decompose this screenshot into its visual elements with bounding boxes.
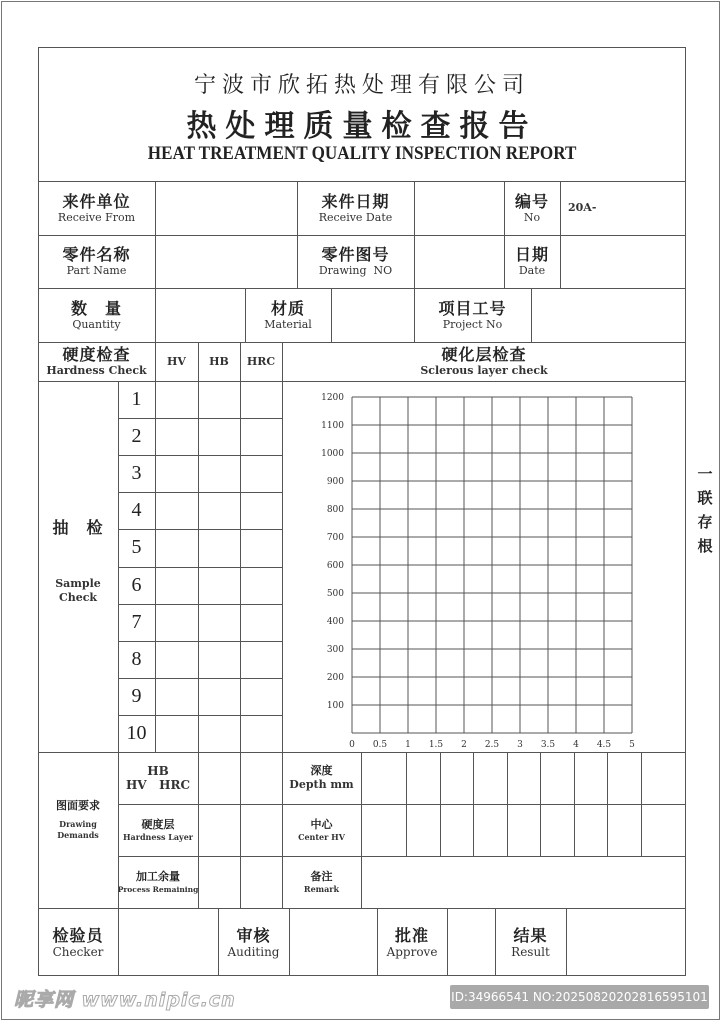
sample-number: 9 [131, 685, 142, 707]
sample-hrc-field[interactable] [240, 418, 282, 455]
date-label: 日期 Date [514, 245, 549, 277]
result-field[interactable] [566, 908, 686, 976]
hardness-units-hv-field[interactable] [198, 752, 240, 804]
x-tick-label: 2.5 [484, 740, 500, 750]
sample-number: 10 [126, 722, 147, 744]
receive-from-label: 来件单位 Receive From [57, 191, 136, 224]
depth-field[interactable] [540, 752, 574, 804]
sample-hv-field[interactable] [155, 567, 198, 604]
hardness-units-label: HB HV HRC [125, 764, 191, 792]
sample-number: 1 [131, 388, 142, 410]
auditing-field[interactable] [289, 908, 377, 976]
sclerous-layer-chart [282, 382, 686, 752]
x-tick-label: 1 [405, 740, 411, 750]
number-label: 编号 No [514, 191, 549, 224]
material-label: 材质 Material [264, 298, 312, 331]
center-hv-field[interactable] [361, 804, 406, 856]
sample-hb-field[interactable] [198, 567, 240, 604]
sample-hrc-field[interactable] [240, 567, 282, 604]
checker-label: 检验员 Checker [52, 925, 104, 959]
part-name-field[interactable] [155, 235, 297, 288]
material-field[interactable] [331, 288, 414, 342]
watermark-logo: 昵享网 www.nipic.cn [14, 989, 236, 1011]
sclerous-layer-label: 硬化层检查 Sclerous layer check [420, 345, 548, 377]
y-tick-label: 900 [326, 477, 344, 487]
sample-number: 7 [131, 611, 142, 633]
quantity-field[interactable] [155, 288, 245, 342]
y-tick-label: 700 [326, 533, 344, 543]
report-title-english: HEAT TREATMENT QUALITY INSPECTION REPORT [147, 143, 577, 164]
sample-hrc-field[interactable] [240, 529, 282, 566]
number-value: 20A- [568, 201, 597, 214]
process-remaining-field-2[interactable] [240, 856, 282, 908]
receive-from-field[interactable] [155, 181, 297, 235]
depth-field[interactable] [641, 752, 686, 804]
sample-hv-field[interactable] [155, 715, 198, 752]
report-header [38, 60, 686, 178]
stub-copy-note: 一 联 存 根 [697, 465, 713, 555]
center-hv-field[interactable] [406, 804, 440, 856]
depth-field[interactable] [440, 752, 473, 804]
y-tick-label: 1000 [321, 449, 344, 459]
watermark-id: ID:34966541 NO:20250820202816595101 [450, 985, 709, 1009]
process-remaining-field-1[interactable] [198, 856, 240, 908]
sample-hv-field[interactable] [155, 418, 198, 455]
hb-column-header: HB [209, 354, 229, 368]
sample-hrc-field[interactable] [240, 381, 282, 418]
sample-hb-field[interactable] [198, 455, 240, 492]
center-hv-field[interactable] [440, 804, 473, 856]
date-field[interactable] [560, 235, 686, 288]
sample-hrc-field[interactable] [240, 678, 282, 715]
hrc-column-header: HRC [246, 354, 276, 368]
depth-field[interactable] [473, 752, 507, 804]
y-tick-label: 200 [326, 673, 344, 683]
center-hv-field[interactable] [574, 804, 607, 856]
x-tick-label: 3.5 [540, 740, 556, 750]
project-no-field[interactable] [531, 288, 686, 342]
sample-hrc-field[interactable] [240, 492, 282, 529]
sample-hb-field[interactable] [198, 604, 240, 641]
sample-hb-field[interactable] [198, 418, 240, 455]
y-tick-label: 1100 [321, 421, 344, 431]
drawing-no-field[interactable] [414, 235, 504, 288]
approve-label: 批准 Approve [386, 925, 438, 959]
receive-date-label: 来件日期 Receive Date [318, 191, 393, 224]
center-hv-field[interactable] [641, 804, 686, 856]
sample-hv-field[interactable] [155, 678, 198, 715]
approve-field[interactable] [447, 908, 495, 976]
auditing-label: 审核 Auditing [227, 925, 280, 959]
sample-hb-field[interactable] [198, 529, 240, 566]
project-no-label: 项目工号 Project No [438, 298, 507, 331]
sample-number: 3 [131, 462, 142, 484]
y-tick-label: 100 [326, 701, 344, 711]
y-tick-label: 300 [326, 645, 344, 655]
x-tick-label: 3 [517, 740, 523, 750]
y-tick-label: 800 [326, 505, 344, 515]
quantity-label: 数 量 Quantity [70, 298, 122, 331]
x-tick-label: 4 [573, 740, 579, 750]
sample-number: 2 [131, 425, 142, 447]
x-tick-label: 0.5 [372, 740, 388, 750]
result-label: 结果 Result [511, 925, 550, 959]
x-tick-label: 2 [461, 740, 467, 750]
sample-check-label: 抽 检 Sample Check [52, 518, 104, 604]
checker-field[interactable] [118, 908, 218, 976]
sample-number: 8 [131, 648, 142, 670]
sample-number: 5 [131, 536, 142, 558]
hardness-layer-field-1[interactable] [198, 804, 240, 856]
company-name: 宁波市欣拓热处理有限公司 [193, 73, 530, 98]
y-tick-label: 1200 [321, 393, 344, 403]
sample-hv-field[interactable] [155, 492, 198, 529]
sample-hb-field[interactable] [198, 641, 240, 678]
hardness-check-label: 硬度检查 Hardness Check [46, 345, 147, 377]
number-field[interactable] [560, 181, 686, 235]
sample-number: 4 [131, 499, 142, 521]
part-name-label: 零件名称 Part Name [62, 245, 131, 277]
report-title: 热处理质量检查报告 [186, 109, 538, 144]
depth-label: 深度 Depth mm [289, 764, 354, 791]
center-hv-field[interactable] [607, 804, 641, 856]
sample-hv-field[interactable] [155, 529, 198, 566]
center-hv-field[interactable] [507, 804, 540, 856]
x-tick-label: 4.5 [596, 740, 612, 750]
sample-hv-field[interactable] [155, 455, 198, 492]
hardness-units-hrc-field[interactable] [240, 752, 282, 804]
depth-field[interactable] [507, 752, 540, 804]
center-hv-field[interactable] [540, 804, 574, 856]
drawing-demands-label: 图面要求 Drawing Demands [56, 799, 100, 840]
sample-hb-field[interactable] [198, 381, 240, 418]
depth-field[interactable] [361, 752, 406, 804]
y-tick-label: 500 [326, 589, 344, 599]
sample-hv-field[interactable] [155, 604, 198, 641]
sample-number: 6 [131, 574, 142, 596]
center-hv-field[interactable] [473, 804, 507, 856]
sample-hb-field[interactable] [198, 715, 240, 752]
x-tick-label: 0 [349, 740, 355, 750]
sample-hrc-field[interactable] [240, 641, 282, 678]
center-hv-label: 中心 Center HV [298, 817, 345, 842]
y-tick-label: 600 [326, 561, 344, 571]
remark-label: 备注 Remark [303, 869, 340, 894]
remark-field[interactable] [361, 856, 686, 908]
hardness-layer-label: 硬度层 Hardness Layer [122, 817, 193, 842]
x-tick-label: 1.5 [428, 740, 444, 750]
depth-field[interactable] [574, 752, 607, 804]
receive-date-field[interactable] [414, 181, 504, 235]
sample-hrc-field[interactable] [240, 715, 282, 752]
drawing-no-label: 零件图号 Drawing NO [318, 245, 393, 277]
hv-column-header: HV [167, 354, 186, 368]
depth-field[interactable] [406, 752, 440, 804]
sample-hb-field[interactable] [198, 492, 240, 529]
sample-hv-field[interactable] [155, 641, 198, 678]
depth-field[interactable] [607, 752, 641, 804]
sample-hrc-field[interactable] [240, 604, 282, 641]
sample-hv-field[interactable] [155, 381, 198, 418]
hardness-layer-field-2[interactable] [240, 804, 282, 856]
x-tick-label: 5 [629, 740, 635, 750]
process-remaining-label: 加工余量 Process Remaining [117, 869, 199, 894]
sample-hrc-field[interactable] [240, 455, 282, 492]
sample-hb-field[interactable] [198, 678, 240, 715]
y-tick-label: 400 [326, 617, 344, 627]
